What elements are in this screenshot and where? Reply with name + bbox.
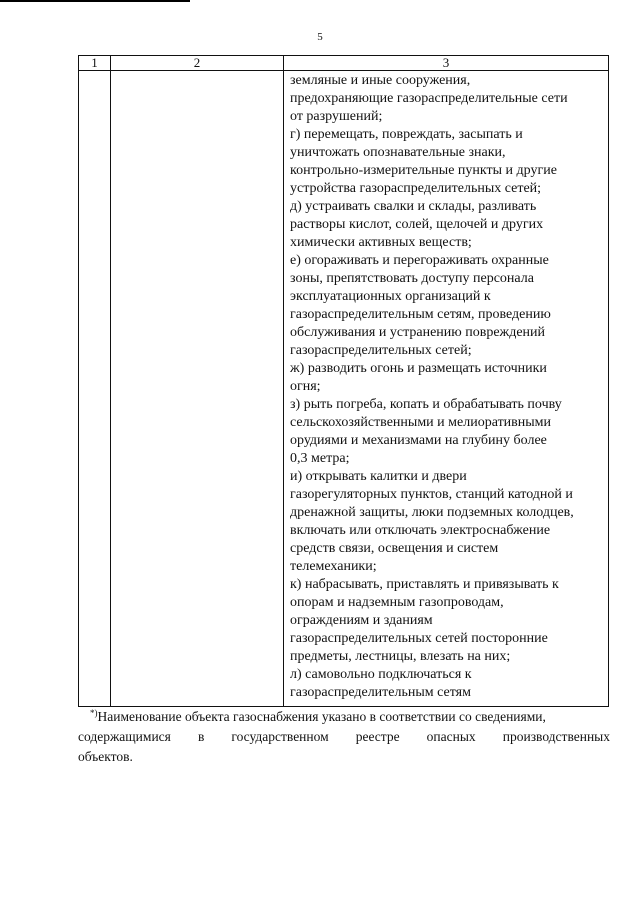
table-text-line: растворы кислот, солей, щелочей и других — [290, 217, 544, 232]
table-text-line: газораспределительным сетям, проведению — [290, 307, 551, 322]
table-text-line: средств связи, освещения и систем — [290, 541, 499, 556]
cell-col1 — [79, 71, 111, 707]
table-text-line: опорам и надземным газопроводам, — [290, 595, 504, 610]
table-text-line: телемеханики; — [290, 559, 377, 574]
table-text-line: л) самовольно подключаться к — [290, 667, 472, 682]
footnote-line-1 — [78, 703, 610, 727]
table-text-line: ж) разводить огонь и размещать источники — [290, 361, 547, 376]
table-text-line: ограждениям и зданиям — [290, 613, 433, 628]
table-text-line: дренажной защиты, люки подземных колодцев, — [290, 505, 574, 520]
cell-col3 — [284, 71, 609, 707]
table-text-line: к) набрасывать, приставлять и привязывать к — [290, 577, 559, 592]
footnote-line-2: содержащимися в государственном реестре опасных производственных — [78, 729, 610, 744]
table-text-line: земляные и иные сооружения, — [290, 73, 471, 88]
table-text-line: эксплуатационных организаций к — [290, 289, 491, 304]
footnote-text-1: Наименование объекта газоснабжения указано в соответствии со сведениями, — [97, 709, 546, 724]
table-text-line: газораспределительных сетей; — [290, 343, 472, 358]
footnote-marker: *) — [90, 708, 98, 718]
table-text-line: д) устраивать свалки и склады, разливать — [290, 199, 537, 214]
table-text-line: сельскохозяйственными и мелиоративными — [290, 415, 552, 430]
table-text-line: предохраняющие газораспределительные сети — [290, 91, 568, 106]
header-rule — [0, 0, 190, 2]
table-text-line: и) открывать калитки и двери — [290, 469, 467, 484]
table-text-line: от разрушений; — [290, 109, 383, 124]
table-text-line: з) рыть погреба, копать и обрабатывать почву — [290, 397, 562, 412]
table-row — [79, 71, 609, 707]
table-text-line: орудиями и механизмами на глубину более — [290, 433, 547, 448]
table-text-line: газораспределительных сетей посторонние — [290, 631, 548, 646]
table-text-line: газораспределительным сетям — [290, 685, 471, 700]
table-text-line: устройства газораспределительных сетей; — [290, 181, 542, 196]
column-header-3: 3 — [284, 56, 609, 71]
table-text-line: контрольно-измерительные пункты и другие — [290, 163, 557, 178]
cell-col2 — [111, 71, 284, 707]
table-text-line: включать или отключать электроснабжение — [290, 523, 551, 538]
table-text-line: предметы, лестницы, влезать на них; — [290, 649, 511, 664]
page-number: 5 — [317, 31, 323, 43]
table-text-line: огня; — [290, 379, 321, 394]
column-header-2: 2 — [111, 56, 284, 71]
table-text-line: зоны, препятствовать доступу персонала — [290, 271, 534, 286]
footnote-line-3: объектов. — [78, 749, 133, 764]
footnote — [78, 703, 610, 767]
table-text-line: обслуживания и устранению повреждений — [290, 325, 546, 340]
table-header-row — [79, 56, 609, 71]
table-text-line: химически активных веществ; — [290, 235, 472, 250]
column-header-1: 1 — [79, 56, 111, 71]
table-text-line: е) огораживать и перегораживать охранные — [290, 253, 549, 268]
table-text-line: г) перемещать, повреждать, засыпать и — [290, 127, 523, 142]
table-text-line: 0,3 метра; — [290, 451, 350, 466]
requirements-table — [78, 55, 609, 707]
table-text-line: газорегуляторных пунктов, станций катодной и — [290, 487, 573, 502]
table-text-line: уничтожать опознавательные знаки, — [290, 145, 506, 160]
